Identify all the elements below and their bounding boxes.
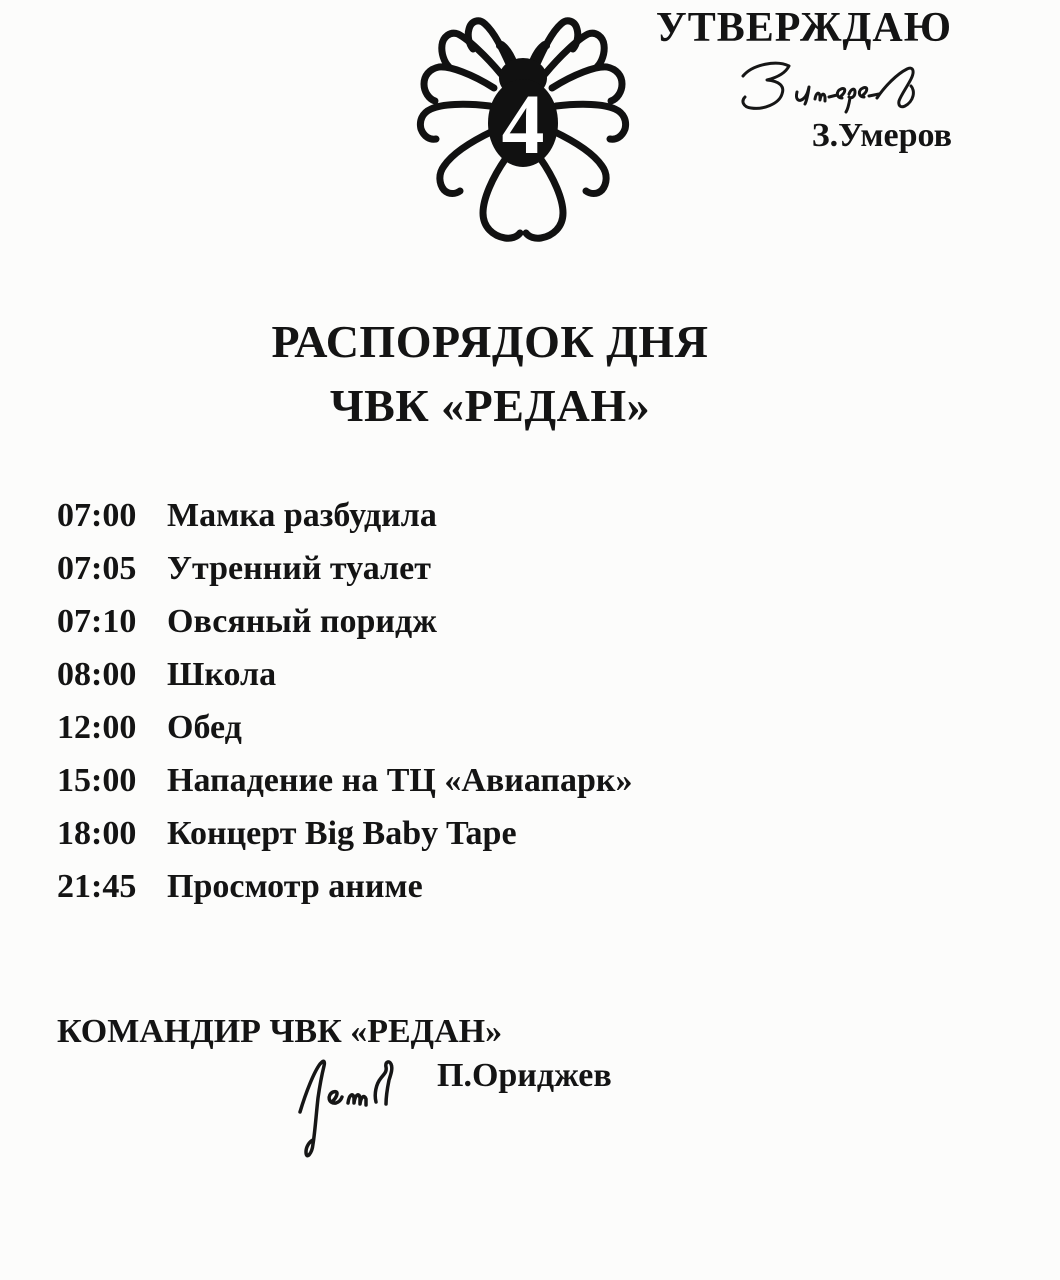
commander-name: П.Ориджев (437, 1057, 612, 1094)
schedule-activity: Овсяный поридж (167, 603, 437, 640)
schedule-row (57, 648, 957, 701)
schedule-activity: Обед (167, 709, 242, 746)
schedule-row (57, 701, 957, 754)
document-title (0, 310, 980, 438)
schedule-row (57, 542, 957, 595)
schedule-row (57, 754, 957, 807)
title-line-1: РАСПОРЯДОК ДНЯ (271, 316, 709, 367)
schedule-row (57, 489, 957, 542)
approver-signature-icon (735, 54, 950, 124)
schedule-time: 08:00 (57, 656, 137, 693)
emblem-number: 4 (501, 76, 545, 172)
schedule-time: 07:05 (57, 550, 137, 587)
schedule-activity: Мамка разбудила (167, 497, 437, 534)
commander-signature-icon (282, 1050, 422, 1170)
schedule-time: 07:00 (57, 497, 137, 534)
schedule-activity: Концерт Big Baby Tape (167, 815, 517, 852)
spider-emblem (398, 6, 648, 250)
schedule-activity: Утренний туалет (167, 550, 431, 587)
schedule-time: 07:10 (57, 603, 137, 640)
commander-label: КОМАНДИР ЧВК «РЕДАН» (57, 1013, 503, 1050)
schedule-time: 21:45 (57, 868, 137, 905)
schedule-time: 15:00 (57, 762, 137, 799)
approver-name: З.Умеров (811, 117, 952, 154)
title-line-2: ЧВК «РЕДАН» (329, 380, 651, 431)
approval-heading: УТВЕРЖДАЮ (655, 5, 952, 51)
spider-4-icon (398, 6, 648, 250)
schedule-row (57, 595, 957, 648)
schedule-activity: Нападение на ТЦ «Авиапарк» (167, 762, 633, 799)
schedule-activity: Просмотр аниме (167, 868, 423, 905)
approval-block (656, 4, 952, 154)
schedule-row (57, 860, 957, 913)
schedule-activity: Школа (167, 656, 277, 693)
schedule-time: 18:00 (57, 815, 137, 852)
schedule-list (57, 489, 957, 913)
schedule-time: 12:00 (57, 709, 137, 746)
schedule-row (57, 807, 957, 860)
